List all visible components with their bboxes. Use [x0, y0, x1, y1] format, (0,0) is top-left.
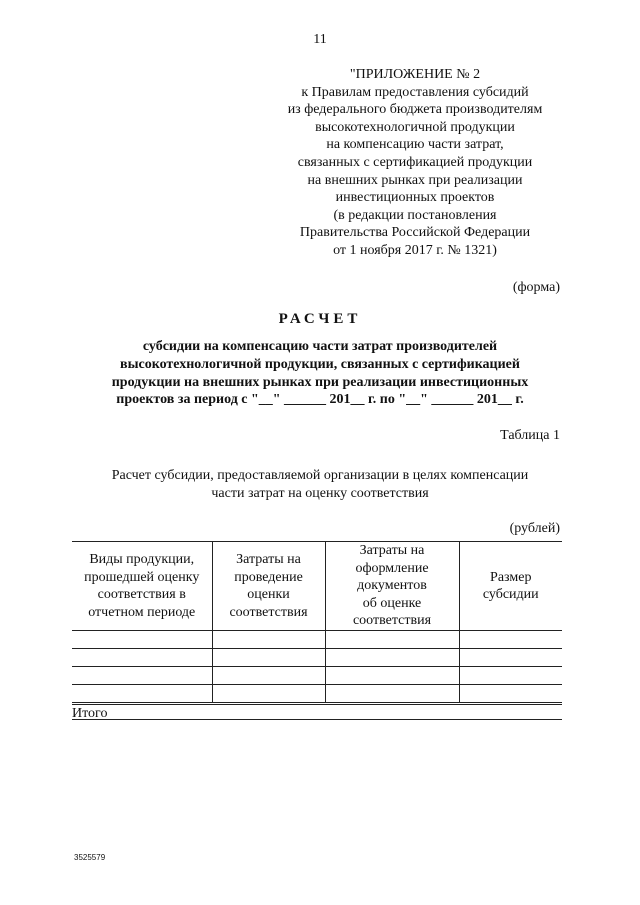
table-cell [212, 685, 325, 703]
header-assessment-costs [212, 542, 325, 631]
total-label: Итого [72, 706, 108, 721]
header-line: об оценке [362, 595, 422, 611]
table-cell [212, 667, 325, 685]
appendix-line: инвестиционных проектов [335, 190, 495, 206]
header-document-costs [325, 542, 459, 631]
header-line: соответствия [352, 613, 432, 629]
subtitle-line: субсидии на компенсацию части затрат производителей [142, 339, 498, 354]
header-line: Затраты на [359, 543, 425, 559]
appendix-line: Правительства Российской Федерации [299, 225, 531, 241]
header-line: прошедшей оценку [84, 569, 200, 585]
header-line: соответствия [229, 604, 308, 620]
table-cell [459, 667, 562, 685]
table-cell [72, 631, 212, 649]
table-row [72, 631, 562, 649]
table-cell [325, 685, 459, 703]
table-cell [459, 685, 562, 703]
header-line: Виды продукции, [89, 552, 195, 567]
table-cell [325, 649, 459, 667]
header-line: проведение [234, 569, 303, 585]
header-line: Размер [490, 569, 532, 585]
form-label: (форма) [512, 280, 560, 295]
document-code: 3525579 [74, 853, 106, 862]
table-cell [325, 631, 459, 649]
caption-line: Расчет субсидии, предоставляемой организации в целях компенсации [111, 468, 529, 483]
appendix-block [230, 66, 600, 260]
subtitle-line: высокотехнологичной продукции, связанных с сертификацией [120, 356, 520, 372]
subtitle-line: проектов за период с "__" ______ 201__ г. по "__" ______ 201__ г. [116, 392, 524, 408]
appendix-line: на компенсацию части затрат, [326, 137, 504, 153]
header-line: соответствия в [97, 587, 186, 602]
table-cell [72, 649, 212, 667]
appendix-line: (в редакции постановления [333, 207, 497, 223]
document-title: РАСЧЕТ [278, 311, 362, 327]
table-caption [60, 467, 580, 502]
table-cell [459, 649, 562, 667]
header-line: отчетном периоде [88, 604, 196, 620]
subtitle-line: продукции на внешних рынках при реализации инвестиционных [111, 374, 529, 390]
document-subtitle [70, 338, 570, 409]
table-row [72, 649, 562, 667]
caption-line: части затрат на оценку соответствия [211, 485, 429, 501]
header-product-types [72, 542, 212, 631]
table-cell [325, 667, 459, 685]
table-cell [72, 667, 212, 685]
table-cell [72, 685, 212, 703]
appendix-line: из федерального бюджета производителям [287, 102, 543, 118]
table-number: Таблица 1 [500, 428, 560, 443]
units-label: (рублей) [509, 521, 560, 536]
table-cell [212, 649, 325, 667]
table-row [72, 667, 562, 685]
header-line: субсидии [482, 587, 539, 602]
appendix-line: от 1 ноября 2017 г. № 1321) [333, 242, 497, 258]
calculation-table [72, 541, 562, 703]
header-line: оформление [355, 560, 429, 576]
table-header-row [72, 542, 562, 631]
header-line: Затраты на [236, 552, 301, 567]
header-line: документов [357, 578, 427, 594]
subsidy-table [72, 541, 562, 703]
header-line: оценки [247, 587, 290, 602]
header-subsidy-amount [459, 542, 562, 631]
appendix-line: "ПРИЛОЖЕНИЕ № 2 [349, 67, 481, 82]
appendix-line: высокотехнологичной продукции [315, 119, 515, 135]
table-cell [212, 631, 325, 649]
appendix-line: связанных с сертификацией продукции [297, 154, 533, 170]
appendix-line: к Правилам предоставления субсидий [301, 84, 529, 100]
page-number: 11 [313, 32, 327, 47]
total-underline [72, 719, 562, 720]
table-cell [459, 631, 562, 649]
appendix-line: на внешних рынках при реализации [307, 172, 523, 188]
table-row [72, 685, 562, 703]
